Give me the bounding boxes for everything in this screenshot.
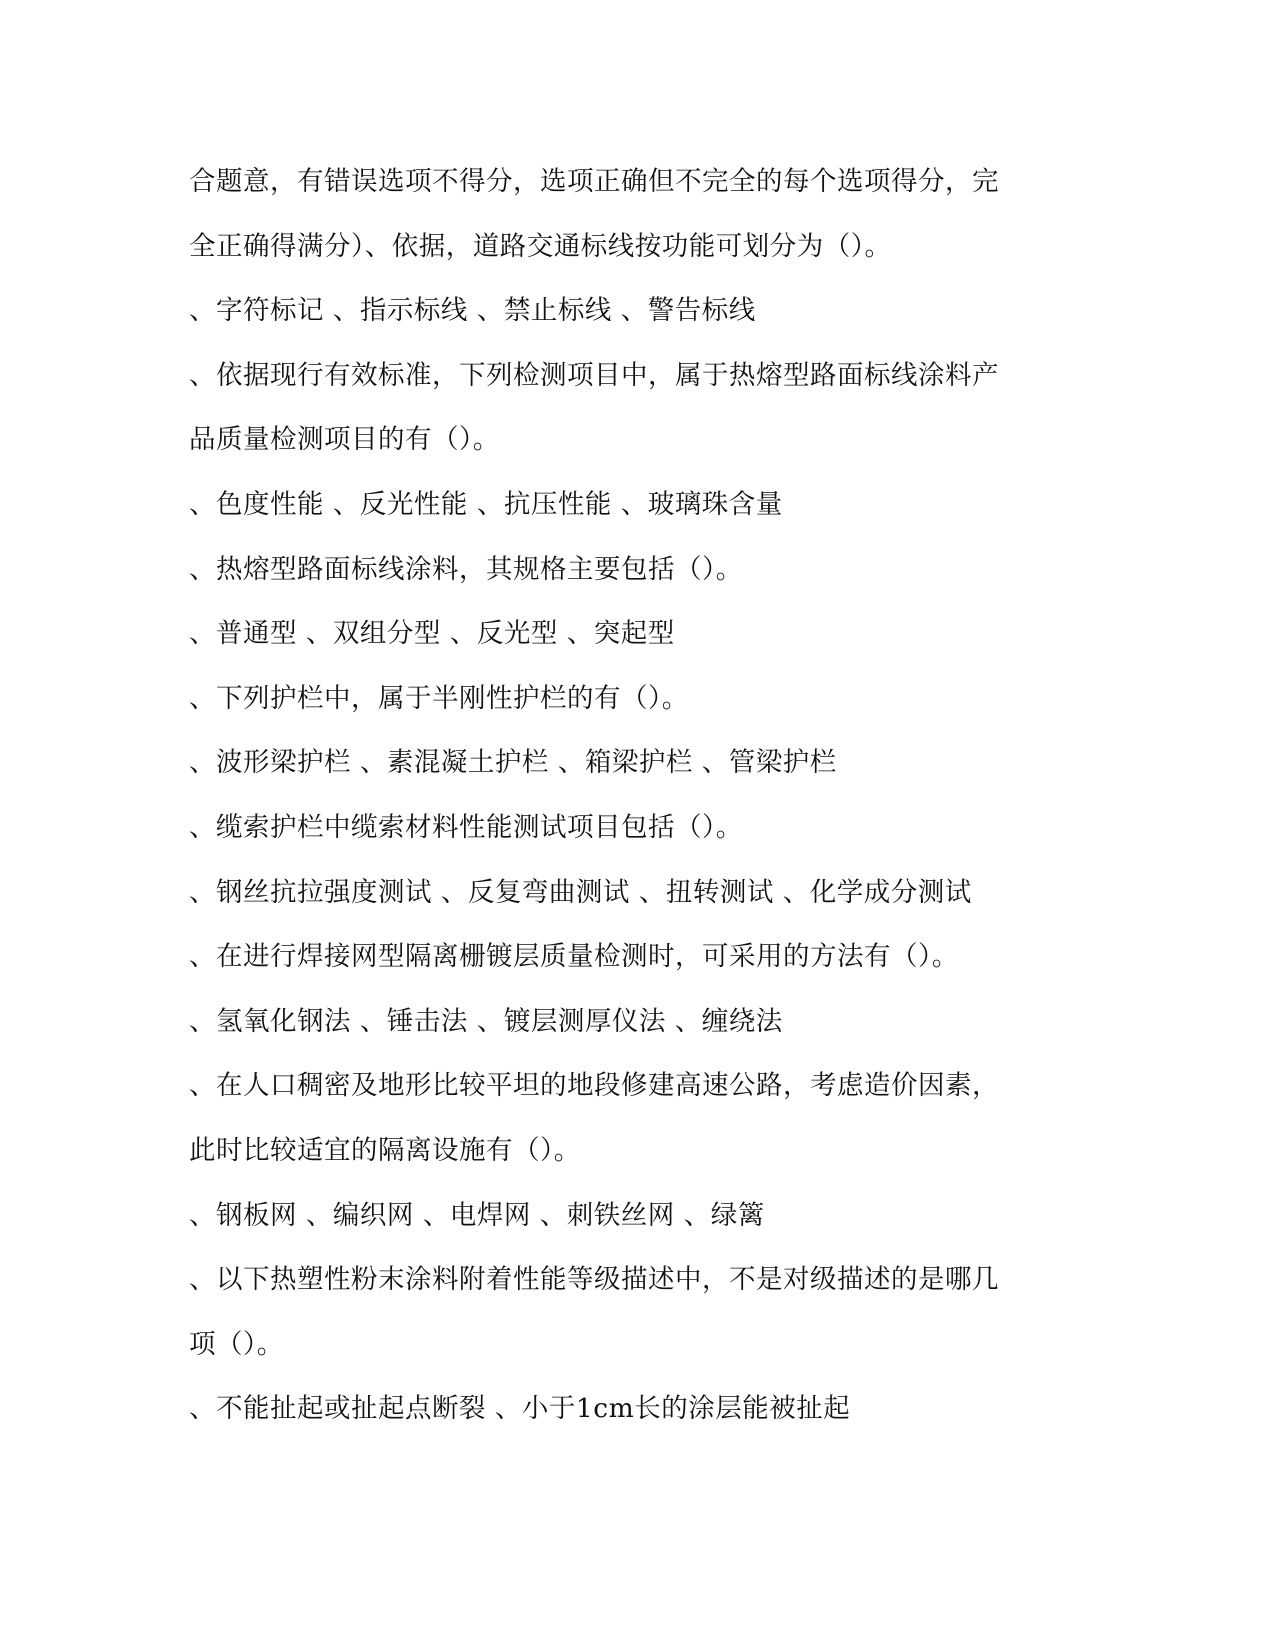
document-body	[189, 162, 1069, 1454]
text-line: 项（）。	[189, 1328, 284, 1360]
text-line: 、钢板网 、编织网 、电焊网 、刺铁丝网 、绿篱	[189, 1199, 765, 1231]
text-line: 、钢丝抗拉强度测试 、反复弯曲测试 、扭转测试 、化学成分测试	[189, 876, 972, 908]
text-line: 品质量检测项目的有（）。	[189, 424, 500, 456]
text-line: 、热熔型路面标线涂料，其规格主要包括（）。	[189, 553, 743, 585]
text-line: 、在人口稠密及地形比较平坦的地段修建高速公路，考虑造价因素，	[189, 1070, 999, 1102]
text-line: 、色度性能 、反光性能 、抗压性能 、玻璃珠含量	[189, 488, 783, 520]
text-line: 、字符标记 、指示标线 、禁止标线 、警告标线	[189, 295, 756, 327]
text-line: 、以下热塑性粉末涂料附着性能等级描述中，不是对级描述的是哪几	[189, 1264, 999, 1296]
text-line: 、不能扯起或扯起点断裂 、小于1cm长的涂层能被扯起	[189, 1393, 851, 1425]
text-line: 全正确得满分）、依据，道路交通标线按功能可划分为（）。	[189, 230, 892, 262]
text-line: 、缆索护栏中缆索材料性能测试项目包括（）。	[189, 811, 743, 843]
text-line: 合题意，有错误选项不得分，选项正确但不完全的每个选项得分，完	[189, 166, 999, 197]
text-line: 、下列护栏中，属于半刚性护栏的有（）。	[189, 682, 689, 714]
text-line: 此时比较适宜的隔离设施有（）。	[189, 1134, 581, 1166]
text-line: 、波形梁护栏 、素混凝土护栏 、箱梁护栏 、管梁护栏	[189, 747, 837, 779]
text-line: 、在进行焊接网型隔离栅镀层质量检测时，可采用的方法有（）。	[189, 941, 959, 973]
text-line: 、依据现行有效标准，下列检测项目中，属于热熔型路面标线涂料产	[189, 359, 999, 391]
text-line: 、氢氧化钢法 、锤击法 、镀层测厚仪法 、缠绕法	[189, 1005, 783, 1037]
text-line: 、普通型 、双组分型 、反光型 、突起型	[189, 618, 675, 650]
